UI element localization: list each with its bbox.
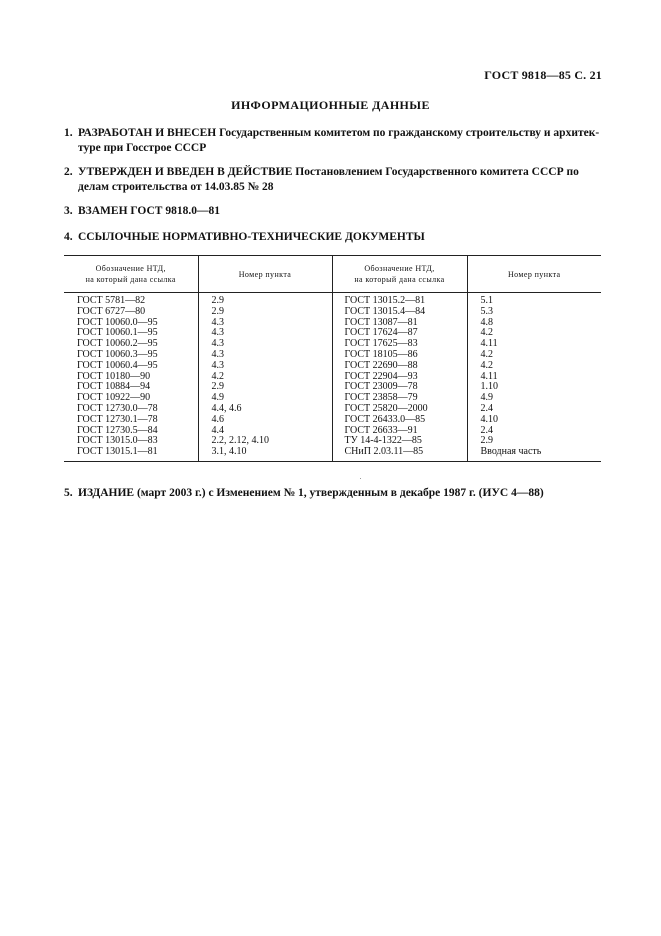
cell-point-right: 2.4 xyxy=(467,426,601,437)
cell-doc-left: ГОСТ 13015.1—81 xyxy=(77,446,158,458)
cell-point-left: 4.2 xyxy=(198,372,332,383)
cell-doc-right: ГОСТ 25820—2000 xyxy=(332,404,467,415)
info-item-replaces xyxy=(64,204,604,219)
cell-doc-right: ГОСТ 13015.4—84 xyxy=(332,307,467,318)
cell-point-left: 3.1, 4.10 xyxy=(198,447,332,461)
page-header: ГОСТ 9818—85 С. 21 xyxy=(484,68,602,82)
reference-documents-table xyxy=(64,255,601,462)
cell-point-left: 2.9 xyxy=(198,382,332,393)
cell-doc-left: ГОСТ 12730.0—78 xyxy=(77,402,158,414)
table-row xyxy=(64,293,601,307)
cell-doc-right: ГОСТ 23858—79 xyxy=(332,393,467,404)
header-text: на который дана ссылка xyxy=(354,275,445,284)
info-item-approved xyxy=(64,165,604,194)
item-text-line: туре при Госстрое СССР xyxy=(78,141,207,154)
cell-point-right: 4.11 xyxy=(467,372,601,383)
header-text: Обозначение НТД, xyxy=(95,264,166,273)
item-number: 1. xyxy=(64,127,73,139)
cell-point-left: 2.2, 2.12, 4.10 xyxy=(198,436,332,447)
table-row xyxy=(64,415,601,426)
cell-doc-right: ГОСТ 17625—83 xyxy=(332,339,467,350)
item-number: 2. xyxy=(64,166,73,178)
header-text: на который дана ссылка xyxy=(85,275,176,284)
cell-point-left: 2.9 xyxy=(198,307,332,318)
item-number: 5. xyxy=(64,487,73,499)
item-number: 3. xyxy=(64,205,73,217)
item-text-line: УТВЕРЖДЕН И ВВЕДЕН В ДЕЙСТВИЕ Постановлением Государственного комитета СССР по xyxy=(78,166,579,178)
header-text: Обозначение НТД, xyxy=(364,264,435,273)
cell-point-left: 4.3 xyxy=(198,361,332,372)
cell-doc-left: ГОСТ 10060.1—95 xyxy=(77,327,158,339)
cell-doc-right: ГОСТ 26633—91 xyxy=(332,426,467,437)
item-text-line: РАЗРАБОТАН И ВНЕСЕН Государственным комитетом по гражданскому строительству и архитек- xyxy=(78,127,600,139)
cell-doc-right: ГОСТ 18105—86 xyxy=(332,350,467,361)
cell-doc-left: ГОСТ 12730.1—78 xyxy=(77,413,158,425)
cell-point-right: 4.8 xyxy=(467,318,601,329)
item-number: 4. xyxy=(64,231,73,243)
cell-doc-right: ГОСТ 22904—93 xyxy=(332,372,467,383)
header-point-number: Номер пункта xyxy=(198,256,332,293)
cell-point-right: 5.1 xyxy=(467,293,601,307)
cell-doc-right: ГОСТ 22690—88 xyxy=(332,361,467,372)
cell-doc-left: ГОСТ 10060.0—95 xyxy=(77,316,158,328)
cell-doc-left: ГОСТ 10060.4—95 xyxy=(77,359,158,371)
cell-point-right: 4.11 xyxy=(467,339,601,350)
cell-point-right: 4.2 xyxy=(467,350,601,361)
cell-point-left: 2.9 xyxy=(198,293,332,307)
cell-doc-left: ГОСТ 10922—90 xyxy=(77,392,151,404)
cell-point-right: 5.3 xyxy=(467,307,601,318)
cell-point-left: 4.6 xyxy=(198,415,332,426)
item-text-line: ВЗАМЕН ГОСТ 9818.0—81 xyxy=(78,205,220,217)
table-body xyxy=(64,293,601,461)
cell-doc-right: ГОСТ 17624—87 xyxy=(332,328,467,339)
cell-doc-left: ГОСТ 10884—94 xyxy=(77,381,151,393)
cell-doc-right: ГОСТ 23009—78 xyxy=(332,382,467,393)
info-item-edition xyxy=(64,486,604,501)
item-text-line: ИЗДАНИЕ (март 2003 г.) с Изменением № 1, утвержденным в декабре 1987 г. (ИУС 4—88) xyxy=(78,487,544,499)
info-item-developed xyxy=(64,126,604,155)
cell-point-right: 4.2 xyxy=(467,328,601,339)
table-header-row xyxy=(64,256,601,293)
cell-point-left: 4.4 xyxy=(198,426,332,437)
cell-doc-left: ГОСТ 6727—80 xyxy=(77,305,146,317)
table-row xyxy=(64,361,601,372)
item-text-line: делам строительства от 14.03.85 № 28 xyxy=(78,180,274,193)
cell-doc-right: ГОСТ 26433.0—85 xyxy=(332,415,467,426)
cell-point-left: 4.4, 4.6 xyxy=(198,404,332,415)
cell-point-left: 4.3 xyxy=(198,328,332,339)
cell-doc-right: ГОСТ 13015.2—81 xyxy=(332,293,467,307)
cell-point-left: 4.3 xyxy=(198,350,332,361)
cell-point-right: Вводная часть xyxy=(467,447,601,461)
cell-doc-left: ГОСТ 10060.2—95 xyxy=(77,338,158,350)
cell-doc-left: ГОСТ 10060.3—95 xyxy=(77,348,158,360)
cell-doc-right: СНиП 2.03.11—85 xyxy=(332,447,467,461)
header-doc-designation xyxy=(64,256,198,293)
cell-point-right: 1.10 xyxy=(467,382,601,393)
cell-point-right: 2.9 xyxy=(467,436,601,447)
cell-point-right: 4.2 xyxy=(467,361,601,372)
cell-point-left: 4.3 xyxy=(198,339,332,350)
item-text-line: ССЫЛОЧНЫЕ НОРМАТИВНО-ТЕХНИЧЕСКИЕ ДОКУМЕНТЫ xyxy=(78,231,425,243)
cell-point-left: 4.3 xyxy=(198,318,332,329)
cell-doc-right: ТУ 14-4-1322—85 xyxy=(332,436,467,447)
cell-point-right: 2.4 xyxy=(467,404,601,415)
header-point-number: Номер пункта xyxy=(467,256,601,293)
header-doc-designation xyxy=(332,256,467,293)
cell-doc-left: ГОСТ 12730.5—84 xyxy=(77,424,158,436)
cell-point-left: 4.9 xyxy=(198,393,332,404)
table-row xyxy=(64,447,601,461)
cell-doc-left: ГОСТ 10180—90 xyxy=(77,370,151,382)
print-speck xyxy=(360,478,361,479)
cell-doc-left: ГОСТ 13015.0—83 xyxy=(77,435,158,447)
page-title: ИНФОРМАЦИОННЫЕ ДАННЫЕ xyxy=(231,98,430,112)
cell-point-right: 4.10 xyxy=(467,415,601,426)
cell-doc-left: ГОСТ 5781—82 xyxy=(77,295,146,306)
cell-point-right: 4.9 xyxy=(467,393,601,404)
cell-doc-right: ГОСТ 13087—81 xyxy=(332,318,467,329)
table-row xyxy=(64,307,601,318)
info-item-references xyxy=(64,230,604,245)
